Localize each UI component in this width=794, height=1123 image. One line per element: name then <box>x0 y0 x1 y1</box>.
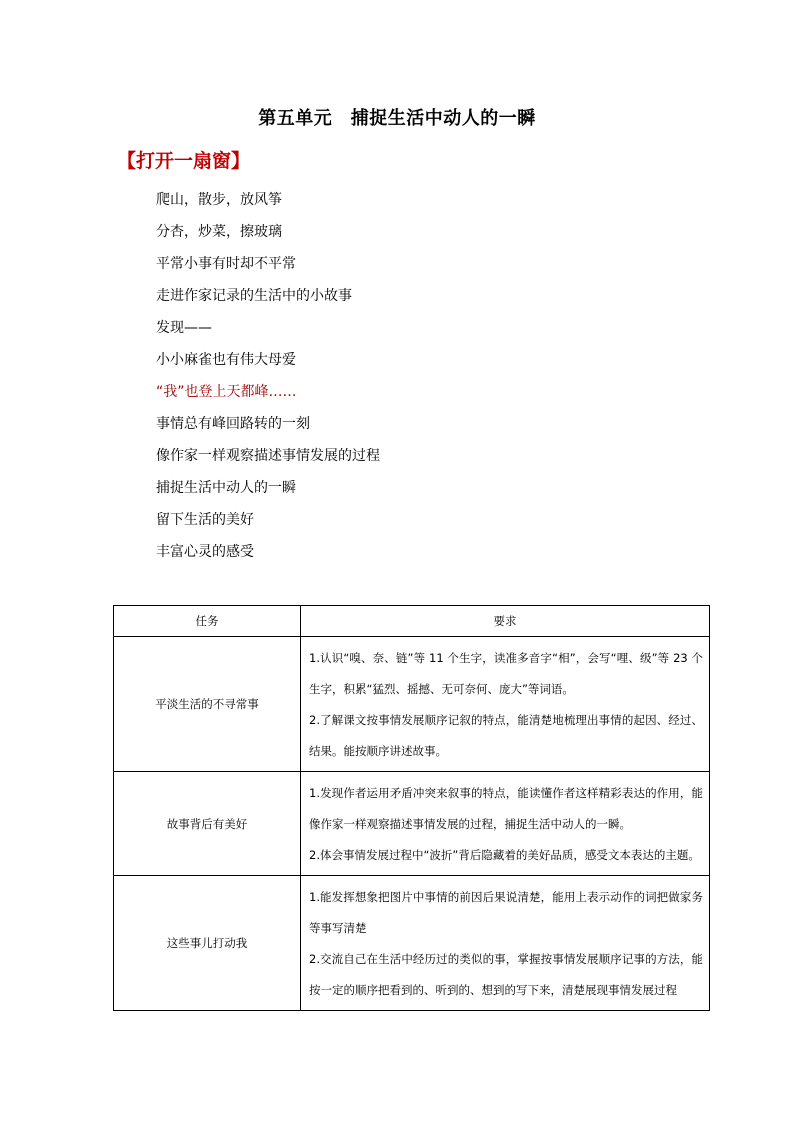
table-row <box>114 637 710 772</box>
poem-line: 走进作家记录的生活中的小故事 <box>156 288 352 304</box>
poem-line: 发现—— <box>156 320 212 336</box>
poem-line: “我”也登上天都峰…… <box>156 384 297 400</box>
poem-line: 像作家一样观察描述事情发展的过程 <box>156 448 380 464</box>
poem-line: 事情总有峰回路转的一刻 <box>156 416 310 432</box>
table-row <box>114 772 710 876</box>
poem-line: 平常小事有时却不平常 <box>156 256 296 272</box>
requirement-text: 2.了解课文按事情发展顺序记叙的特点，能清楚地梳理出事情的起因、经过、结果。能按顺序讲述故事。 <box>309 713 703 758</box>
requirement-text: 2.交流自己在生活中经历过的类似的事，掌握按事情发展顺序记事的方法，能按一定的顺序把看到的、听到的、想到的写下来，清楚展现事情发展过程 <box>309 952 703 997</box>
task-cell: 这些事儿打动我 <box>114 876 301 1011</box>
requirements-cell <box>301 637 710 772</box>
poem-line: 留下生活的美好 <box>156 512 254 528</box>
table-header-task: 任务 <box>114 606 301 637</box>
poem <box>156 188 380 572</box>
poem-line: 爬山，散步，放风筝 <box>156 192 282 208</box>
task-cell: 平淡生活的不寻常事 <box>114 637 301 772</box>
poem-line: 小小麻雀也有伟大母爱 <box>156 352 296 368</box>
requirement-text: 2.体会事情发展过程中“波折”背后隐藏着的美好品质，感受文本表达的主题。 <box>309 848 700 862</box>
requirement-text: 1.能发挥想象把图片中事情的前因后果说清楚，能用上表示动作的词把做家务等事写清楚 <box>309 890 703 935</box>
page-title: 第五单元 捕捉生活中动人的一瞬 <box>258 108 536 129</box>
section-heading: 【打开一扇窗】 <box>117 150 251 172</box>
table-header-row <box>114 606 710 637</box>
poem-line: 丰富心灵的感受 <box>156 544 254 560</box>
requirements-cell <box>301 772 710 876</box>
table-row <box>114 876 710 1011</box>
requirement-text: 1.认识“嗅、奈、链”等 11 个生字，读准多音字“相”，会写“哩、级”等 23 个生字，积累“猛烈、摇撼、无可奈何、庞大”等词语。 <box>309 651 703 696</box>
tasks-table <box>113 605 710 1011</box>
poem-line: 捕捉生活中动人的一瞬 <box>156 480 296 496</box>
task-cell: 故事背后有美好 <box>114 772 301 876</box>
requirements-cell <box>301 876 710 1011</box>
table-header-requirements: 要求 <box>301 606 710 637</box>
requirement-text: 1.发现作者运用矛盾冲突来叙事的特点，能读懂作者这样精彩表达的作用，能像作家一样观察描述事情发展的过程，捕捉生活中动人的一瞬。 <box>309 786 703 831</box>
poem-line: 分杏，炒菜，擦玻璃 <box>156 224 282 240</box>
